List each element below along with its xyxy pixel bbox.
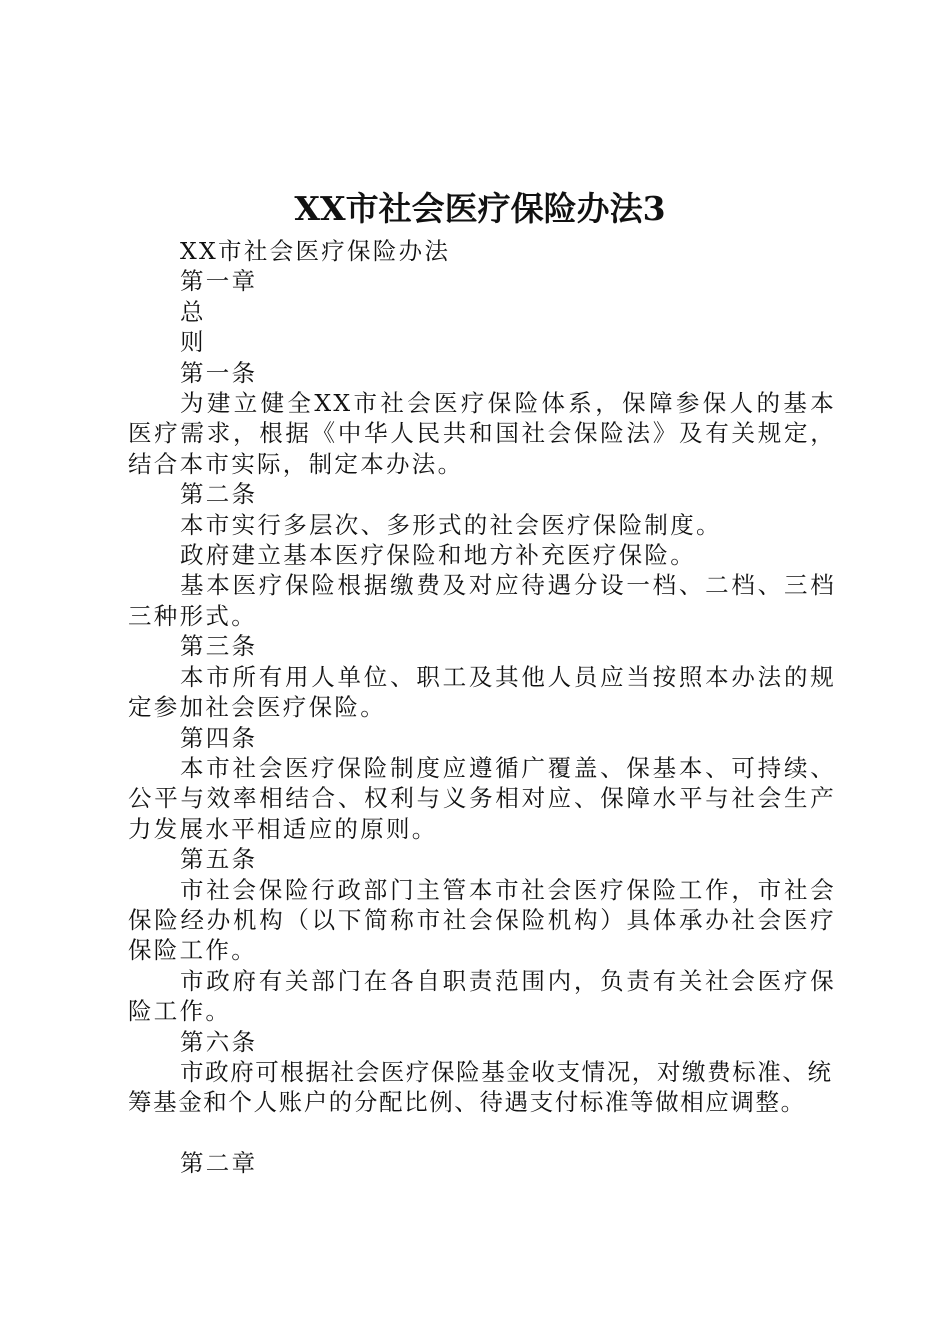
- document-title: XX市社会医疗保险办法3: [294, 189, 666, 228]
- article-text: 政府建立基本医疗保险和地方补充医疗保险。: [180, 541, 696, 570]
- paragraph-subtitle: XX市社会医疗保险办法: [180, 237, 451, 265]
- article-text: 本市社会医疗保险制度应遵循广覆盖、保基本、可持续、公平与效率相结合、权利与义务相对应、保障水平与社会生产力发展水平相适应的原则。: [128, 753, 836, 843]
- paragraph-gap: [128, 1118, 836, 1148]
- chapter-heading: 第一章: [180, 267, 258, 296]
- article-text: 市政府可根据社会医疗保险基金收支情况，对缴费标准、统筹基金和个人账户的分配比例、待遇支付标准等做相应调整。: [128, 1057, 833, 1117]
- document-body: [128, 236, 836, 1178]
- article-text: 为建立健全XX市社会医疗保险体系，保障参保人的基本医疗需求，根据《中华人民共和国社会保险法》及有关规定，结合本市实际，制定本办法。: [128, 389, 836, 478]
- article-heading: 第一条: [180, 358, 258, 387]
- chapter-title-part: 则: [180, 328, 206, 357]
- article-heading: 第四条: [180, 723, 258, 752]
- article-text: 基本医疗保险根据缴费及对应待遇分设一档、二档、三档三种形式。: [128, 571, 836, 630]
- article-heading: 第五条: [180, 845, 258, 874]
- chapter-title-part: 总: [180, 297, 206, 326]
- article-heading: 第三条: [180, 632, 258, 661]
- article-text: 本市实行多层次、多形式的社会医疗保险制度。: [180, 510, 722, 539]
- article-heading: 第二条: [180, 480, 258, 509]
- article-heading: 第六条: [180, 1027, 258, 1056]
- article-text: 市政府有关部门在各自职责范围内，负责有关社会医疗保险工作。: [128, 966, 836, 1026]
- article-text: 市社会保险行政部门主管本市社会医疗保险工作，市社会保险经办机构（以下简称市社会保险机构）具体承办社会医疗保险工作。: [128, 875, 836, 965]
- article-text: 本市所有用人单位、职工及其他人员应当按照本办法的规定参加社会医疗保险。: [128, 662, 836, 722]
- chapter-heading: 第二章: [180, 1148, 258, 1177]
